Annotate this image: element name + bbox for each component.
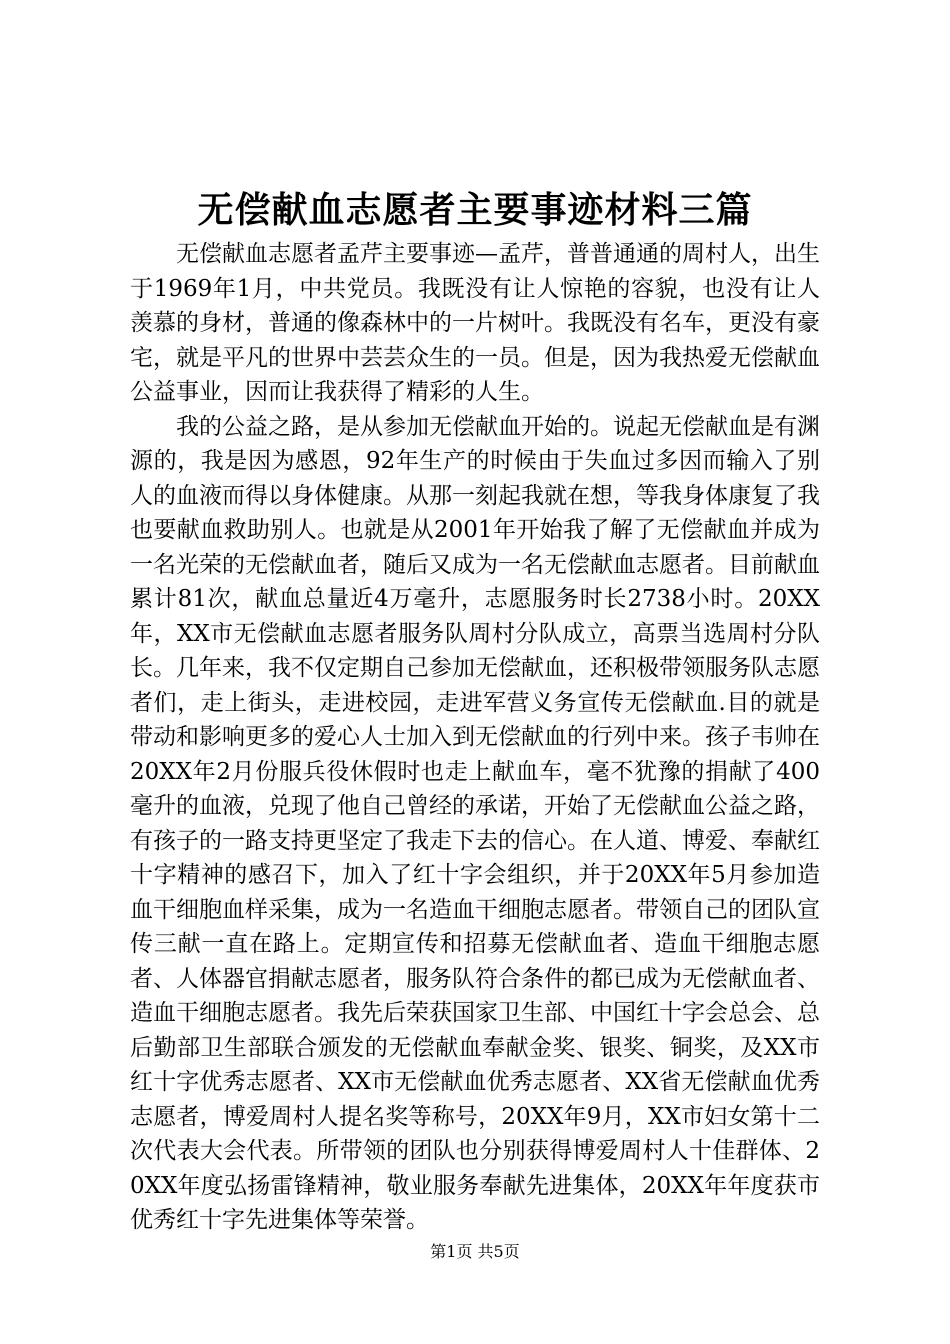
paragraph-1: 无偿献血志愿者孟芹主要事迹—孟芹，普普通通的周村人，出生于1969年1月，中共党员。我既没有让人惊艳的容貌，也没有让人羡慕的身材，普通的像森林中的一片树叶。我既没有名车，更没有豪宅，就是平凡的世界中芸芸众生的一员。但是，因为我热爱无偿献血公益事业，因而让我获得了精彩的人生。 [130,241,820,405]
page-number-footer: 第1页 共5页 [430,1242,520,1261]
document-title: 无偿献血志愿者主要事迹材料三篇 [197,189,753,231]
document-body [130,237,820,1238]
paragraph-2: 我的公益之路，是从参加无偿献血开始的。说起无偿献血是有渊源的，我是因为感恩，92年生产的时候由于失血过多因而输入了别人的血液而得以身体健康。从那一刻起我就在想，等我身体康复了我也要献血救助别人。也就是从2001年开始我了解了无偿献血并成为一名光荣的无偿献血者，随后又成为一名无偿献血志愿者。目前献血累计81次，献血总量近4万毫升，志愿服务时长2738小时。20XX年，XX市无偿献血志愿者服务队周村分队成立，高票当选周村分队长。几年来，我不仅定期自己参加无偿献血，还积极带领服务队志愿者们，走上街头，走进校园，走进军营义务宣传无偿献血.目的就是带动和影响更多的爱心人士加入到无偿献血的行列中来。孩子韦帅在20XX年2月份服兵役休假时也走上献血车，毫不犹豫的捐献了400毫升的血液，兑现了他自己曾经的承诺，开始了无偿献血公益之路，有孩子的一路支持更坚定了我走下去的信心。在人道、博爱、奉献红十字精神的感召下，加入了红十字会组织，并于20XX年5月参加造血干细胞血样采集，成为一名造血干细胞志愿者。带领自己的团队宣传三献一直在路上。定期宣传和招募无偿献血者、造血干细胞志愿者、人体器官捐献志愿者，服务队符合条件的都已成为无偿献血者、造血干细胞志愿者。我先后荣获国家卫生部、中国红十字会总会、总后勤部卫生部联合颁发的无偿献血奉献金奖、银奖、铜奖，及XX市红十字优秀志愿者、XX市无偿献血优秀志愿者、XX省无偿献血优秀志愿者，博爱周村人提名奖等称号，20XX年9月，XX市妇女第十二次代表大会代表。所带领的团队也分别获得博爱周村人十佳群体、20XX年度弘扬雷锋精神，敬业服务奉献先进集体，20XX年年度获市优秀红十字先进集体等荣誉。 [130,413,820,1233]
